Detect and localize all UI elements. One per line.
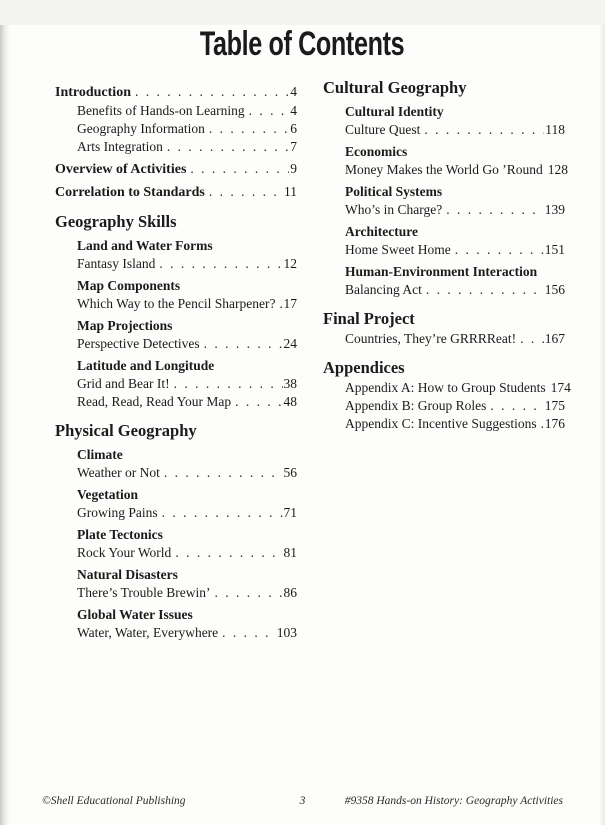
toc-entry-label: Arts Integration [77,139,163,154]
toc-entry-label: Culture Quest [345,122,421,137]
toc-section-heading: Cultural Geography [323,78,467,97]
toc-entry [345,416,565,432]
toc-columns [0,78,605,641]
toc-entry [345,122,565,138]
toc-topic-heading: Human-Environment Interaction [345,264,538,279]
toc-entry-label: Water, Water, Everywhere [77,625,219,640]
toc-topic-heading: Political Systems [345,184,443,199]
toc-topic-heading: Economics [345,144,408,159]
toc-entry [345,202,565,218]
toc-entry [77,505,297,521]
toc-entry-page-number: 7 [290,139,297,154]
toc-entry [77,585,297,601]
toc-section-heading: Final Project [323,309,415,328]
dot-leader [214,585,282,601]
dot-leader [249,103,290,119]
toc-entry-label: Home Sweet Home [345,242,451,257]
toc-section-heading: Appendices [323,358,405,377]
toc-entry-label: Fantasy Island [77,256,156,271]
dot-leader [174,376,283,392]
toc-section-heading: Physical Geography [55,421,197,440]
toc-topic-heading: Vegetation [77,487,138,502]
toc-page [0,25,605,807]
toc-entry-label: Balancing Act [345,282,422,297]
toc-entry-page-number: 176 [544,416,565,431]
toc-topic-heading: Latitude and Longitude [77,358,215,373]
toc-entry [345,282,565,298]
toc-entry-page-number: 174 [550,380,571,395]
dot-leader [135,84,289,100]
toc-entry [345,380,571,396]
toc-topic-heading: Natural Disasters [77,567,178,582]
page-footer [42,795,563,807]
dot-leader [520,331,544,347]
toc-entry-label: Overview of Activities [55,162,187,177]
toc-entry [345,162,569,178]
toc-topic-heading: Map Components [77,278,181,293]
toc-entry-label: Money Makes the World Go ’Round [345,162,543,177]
toc-entry-label: Who’s in Charge? [345,202,443,217]
toc-entry-label: Benefits of Hands-on Learning [77,103,245,118]
toc-entry-page-number: 118 [545,122,565,137]
toc-entry [55,84,297,101]
dot-leader [222,625,276,641]
dot-leader [209,184,283,200]
dot-leader [159,256,282,272]
toc-entry-label: Countries, They’re GRRRReat! [345,331,517,346]
dot-leader [175,545,282,561]
toc-entry-label: Growing Pains [77,505,158,520]
toc-entry [77,296,297,312]
dot-leader [235,394,282,410]
toc-column-right [323,78,571,641]
toc-entry-page-number: 86 [283,585,297,600]
toc-entry [77,256,297,272]
toc-entry-page-number: 139 [544,202,565,217]
footer-page-number: 3 [299,795,306,807]
toc-entry-label: Appendix A: How to Group Students [345,380,546,395]
toc-entry-label: Grid and Bear It! [77,376,170,391]
toc-topic-heading: Land and Water Forms [77,238,213,253]
toc-entry-page-number: 6 [290,121,297,136]
toc-entry-page-number: 48 [283,394,297,409]
toc-entry [55,184,297,201]
toc-entry-label: Correlation to Standards [55,185,205,200]
toc-entry-page-number: 4 [290,103,297,118]
toc-entry [345,331,565,347]
toc-section-heading: Geography Skills [55,212,177,231]
dot-leader [426,282,544,298]
toc-entry-page-number: 71 [283,505,297,520]
toc-entry-page-number: 151 [544,242,565,257]
dot-leader [541,416,544,432]
toc-entry [55,161,297,178]
toc-entry-page-number: 128 [547,162,569,177]
toc-entry [77,545,297,561]
dot-leader [446,202,544,218]
toc-topic-heading: Cultural Identity [345,104,444,119]
toc-entry-label: Rock Your World [77,545,172,560]
toc-topic-heading: Plate Tectonics [77,527,163,542]
toc-entry-page-number: 56 [283,465,297,480]
toc-entry-label: Weather or Not [77,465,160,480]
page-title-text: Table of Contents [200,25,405,63]
dot-leader [164,465,283,481]
toc-entry-label: Appendix C: Incentive Suggestions [345,416,537,431]
toc-entry-label: Perspective Detectives [77,336,200,351]
toc-topic-heading: Climate [77,447,123,462]
dot-leader [167,139,289,155]
toc-entry-label: There’s Trouble Brewin’ [77,585,211,600]
dot-leader [279,296,282,312]
toc-entry [77,121,297,137]
dot-leader [455,242,544,258]
dot-leader [162,505,283,521]
toc-entry-page-number: 38 [283,376,297,391]
toc-entry-page-number: 175 [544,398,565,413]
toc-column-left [55,78,297,641]
toc-entry [77,103,297,119]
toc-entry-page-number: 156 [544,282,565,297]
toc-entry-label: Geography Information [77,121,205,136]
footer-book-title: #9358 Hands-on History: Geography Activities [344,795,563,807]
toc-entry-page-number: 9 [290,161,297,176]
toc-entry-page-number: 11 [284,184,297,199]
toc-entry-label: Which Way to the Pencil Sharpener? [77,296,276,311]
toc-entry-label: Appendix B: Group Roles [345,398,487,413]
toc-entry [77,394,297,410]
toc-entry-page-number: 24 [283,336,297,351]
dot-leader [190,161,289,177]
toc-entry [77,336,297,352]
toc-entry [345,398,565,414]
toc-topic-heading: Architecture [345,224,418,239]
toc-entry-label: Read, Read, Read Your Map [77,394,232,409]
toc-entry-page-number: 81 [283,545,297,560]
toc-entry [77,376,297,392]
toc-topic-heading: Map Projections [77,318,173,333]
toc-entry-page-number: 167 [544,331,565,346]
toc-entry-page-number: 12 [283,256,297,271]
page-title [0,25,605,63]
footer-publisher: ©Shell Educational Publishing [42,795,186,807]
toc-entry-page-number: 17 [283,296,297,311]
toc-entry [77,625,297,641]
dot-leader [209,121,289,137]
toc-entry [77,465,297,481]
toc-entry [345,242,565,258]
dot-leader [424,122,544,138]
toc-entry-page-number: 4 [290,84,297,99]
toc-topic-heading: Global Water Issues [77,607,193,622]
toc-entry-label: Introduction [55,85,131,100]
toc-entry [77,139,297,155]
dot-leader [204,336,283,352]
dot-leader [490,398,543,414]
toc-entry-page-number: 103 [276,625,297,640]
